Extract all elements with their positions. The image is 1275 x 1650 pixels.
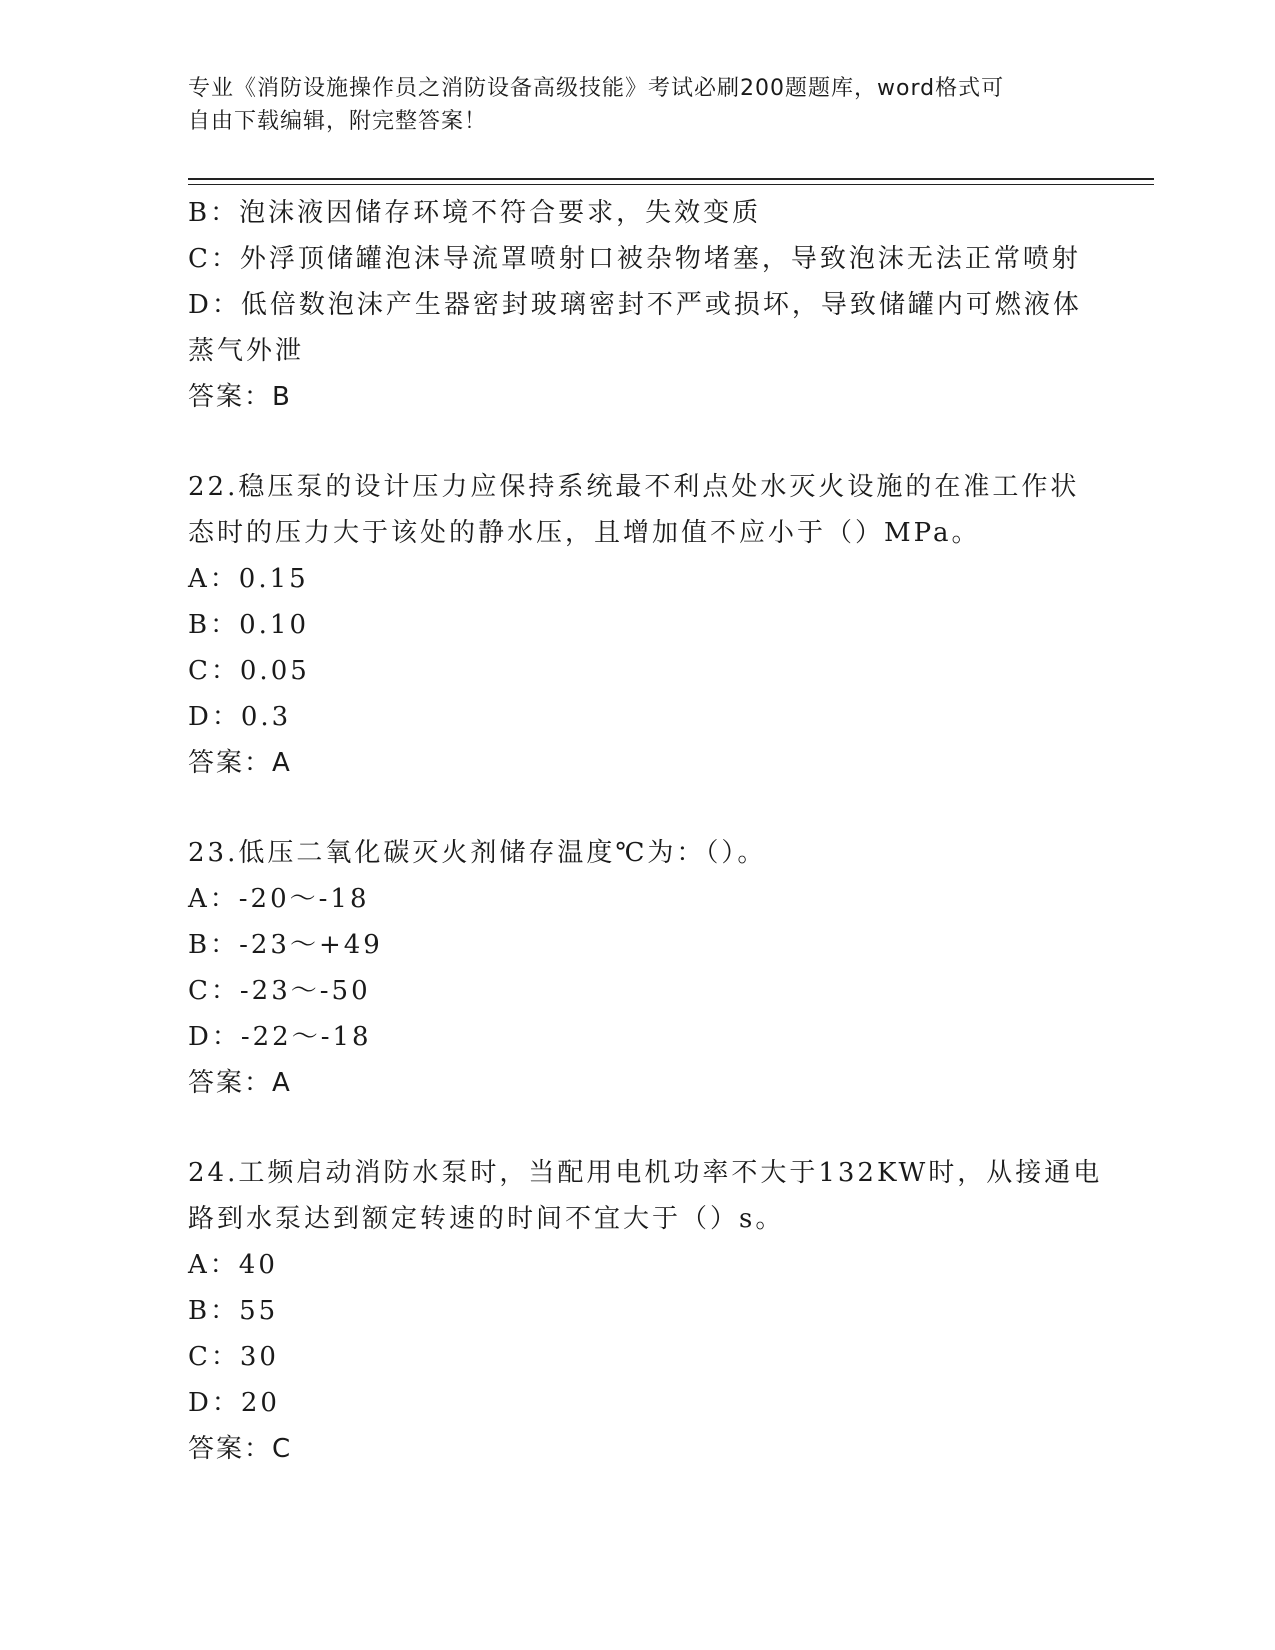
option-b: B：55 — [188, 1296, 279, 1326]
question-text-line-2: 路到水泵达到额定转速的时间不宜大于（）s。 — [188, 1204, 785, 1234]
option-b: B：-23～+49 — [188, 930, 383, 960]
option-c: C：0.05 — [188, 656, 310, 686]
option-c: C：-23～-50 — [188, 976, 371, 1006]
question-21-tail — [188, 190, 1088, 420]
document-header — [188, 72, 1068, 138]
question-text-line-2: 态时的压力大于该处的静水压，且增加值不应小于（）MPa。 — [188, 518, 981, 548]
header-rule-thick — [188, 178, 1154, 180]
question-text-line-1: 24.工频启动消防水泵时，当配用电机功率不大于132KW时，从接通电 — [188, 1158, 1103, 1188]
answer: 答案：A — [188, 1068, 292, 1098]
question-content — [188, 190, 1103, 1472]
option-b: B：0.10 — [188, 610, 309, 640]
answer: 答案：A — [188, 748, 292, 778]
option-d: D：0.3 — [188, 702, 292, 732]
header-line-1: 专业《消防设施操作员之消防设备高级技能》考试必刷200题题库，word格式可 — [188, 76, 1005, 101]
header-line-2: 自由下载编辑，附完整答案！ — [188, 109, 488, 134]
question-24 — [188, 1150, 1103, 1472]
option-c: C：30 — [188, 1342, 279, 1372]
option-a: A：0.15 — [188, 564, 309, 594]
option-b: B：泡沫液因储存环境不符合要求，失效变质 — [188, 198, 762, 228]
question-22 — [188, 464, 1088, 786]
option-c: C：外浮顶储罐泡沫导流罩喷射口被杂物堵塞，导致泡沫无法正常喷射 — [188, 244, 1081, 274]
question-text-line-1: 23.低压二氧化碳灭火剂储存温度℃为：（）。 — [188, 838, 767, 868]
option-a: A：40 — [188, 1250, 278, 1280]
option-d-line-1: D：低倍数泡沫产生器密封玻璃密封不严或损坏，导致储罐内可燃液体 — [188, 290, 1082, 320]
option-d: D：20 — [188, 1388, 280, 1418]
answer: 答案：B — [188, 382, 292, 412]
question-text-line-1: 22.稳压泵的设计压力应保持系统最不利点处水灭火设施的在准工作状 — [188, 472, 1080, 502]
question-23 — [188, 830, 1088, 1106]
option-d-line-2: 蒸气外泄 — [188, 336, 305, 366]
option-d: D：-22～-18 — [188, 1022, 372, 1052]
answer: 答案：C — [188, 1434, 293, 1464]
header-rule-thin — [188, 184, 1154, 185]
option-a: A：-20～-18 — [188, 884, 370, 914]
